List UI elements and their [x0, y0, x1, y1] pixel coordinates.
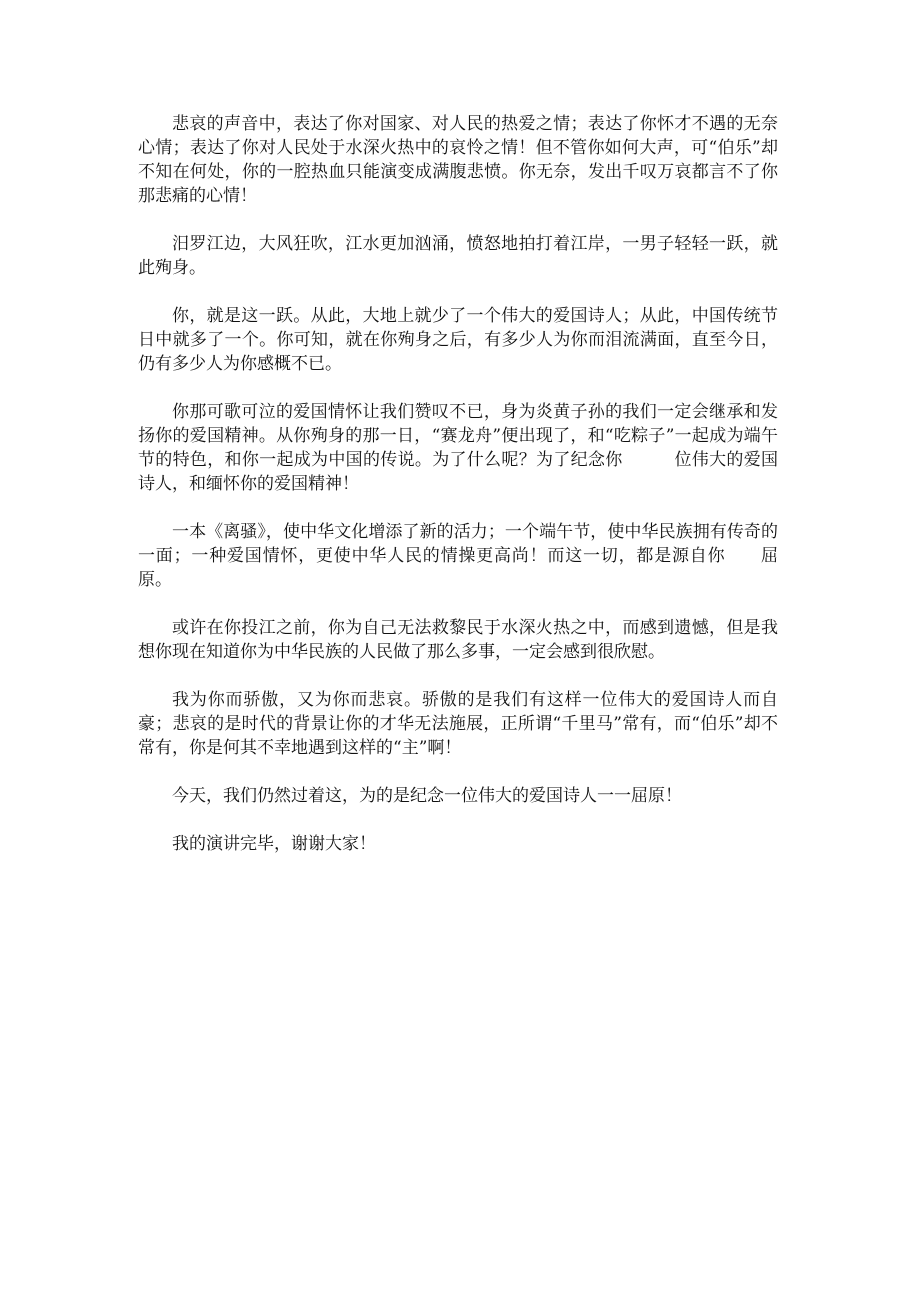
paragraph-8: 今天，我们仍然过着这，为的是纪念一位伟大的爱国诗人一一屈原！ — [172, 786, 682, 806]
speech-body — [138, 112, 778, 880]
paragraph-4: 你那可歌可泣的爱国情怀让我们赞叹不已，身为炎黄子孙的我们一定会继承和发扬你的爱国精神。从你殉身的那一日，“赛龙舟”便出现了，和“吃粽子”一起成为端午节的特色，和你一起成为中国的传说。为了什么呢？为了纪念你 位伟大的爱国诗人，和缅怀你的爱国精神！ — [138, 402, 778, 494]
paragraph-6: 或许在你投江之前，你为自己无法救黎民于水深火热之中，而感到遗憾，但是我想你现在知道你为中华民族的人民做了那么多事，一定会感到很欣慰。 — [138, 618, 778, 662]
paragraph-9: 我的演讲完毕，谢谢大家！ — [172, 834, 376, 854]
paragraph-5: 一本《离骚》，使中华文化增添了新的活力；一个端午节，使中华民族拥有传奇的一面；一种爱国情怀，更使中华人民的情操更高尚！而这一切，都是源自你 屈原。 — [138, 522, 778, 590]
paragraph-7: 我为你而骄傲，又为你而悲哀。骄傲的是我们有这样一位伟大的爱国诗人而自豪；悲哀的是时代的背景让你的才华无法施展，正所谓“千里马”常有，而“伯乐”却不常有，你是何其不幸地遇到这样的“主”啊！ — [138, 690, 778, 758]
paragraph-3: 你，就是这一跃。从此，大地上就少了一个伟大的爱国诗人；从此，中国传统节日中就多了一个。你可知，就在你殉身之后，有多少人为你而泪流满面，直至今日，仍有多少人为你感概不已。 — [138, 306, 778, 374]
paragraph-1: 悲哀的声音中，表达了你对国家、对人民的热爱之情；表达了你怀才不遇的无奈心情；表达了你对人民处于水深火热中的哀怜之情！但不管你如何大声，可“伯乐”却不知在何处，你的一腔热血只能演变成满腹悲愤。你无奈，发出千叹万哀都言不了你那悲痛的心情！ — [138, 114, 778, 206]
paragraph-2: 汨罗江边，大风狂吹，江水更加汹涌，愤怒地拍打着江岸，一男子轻轻一跃，就此殉身。 — [138, 234, 778, 278]
